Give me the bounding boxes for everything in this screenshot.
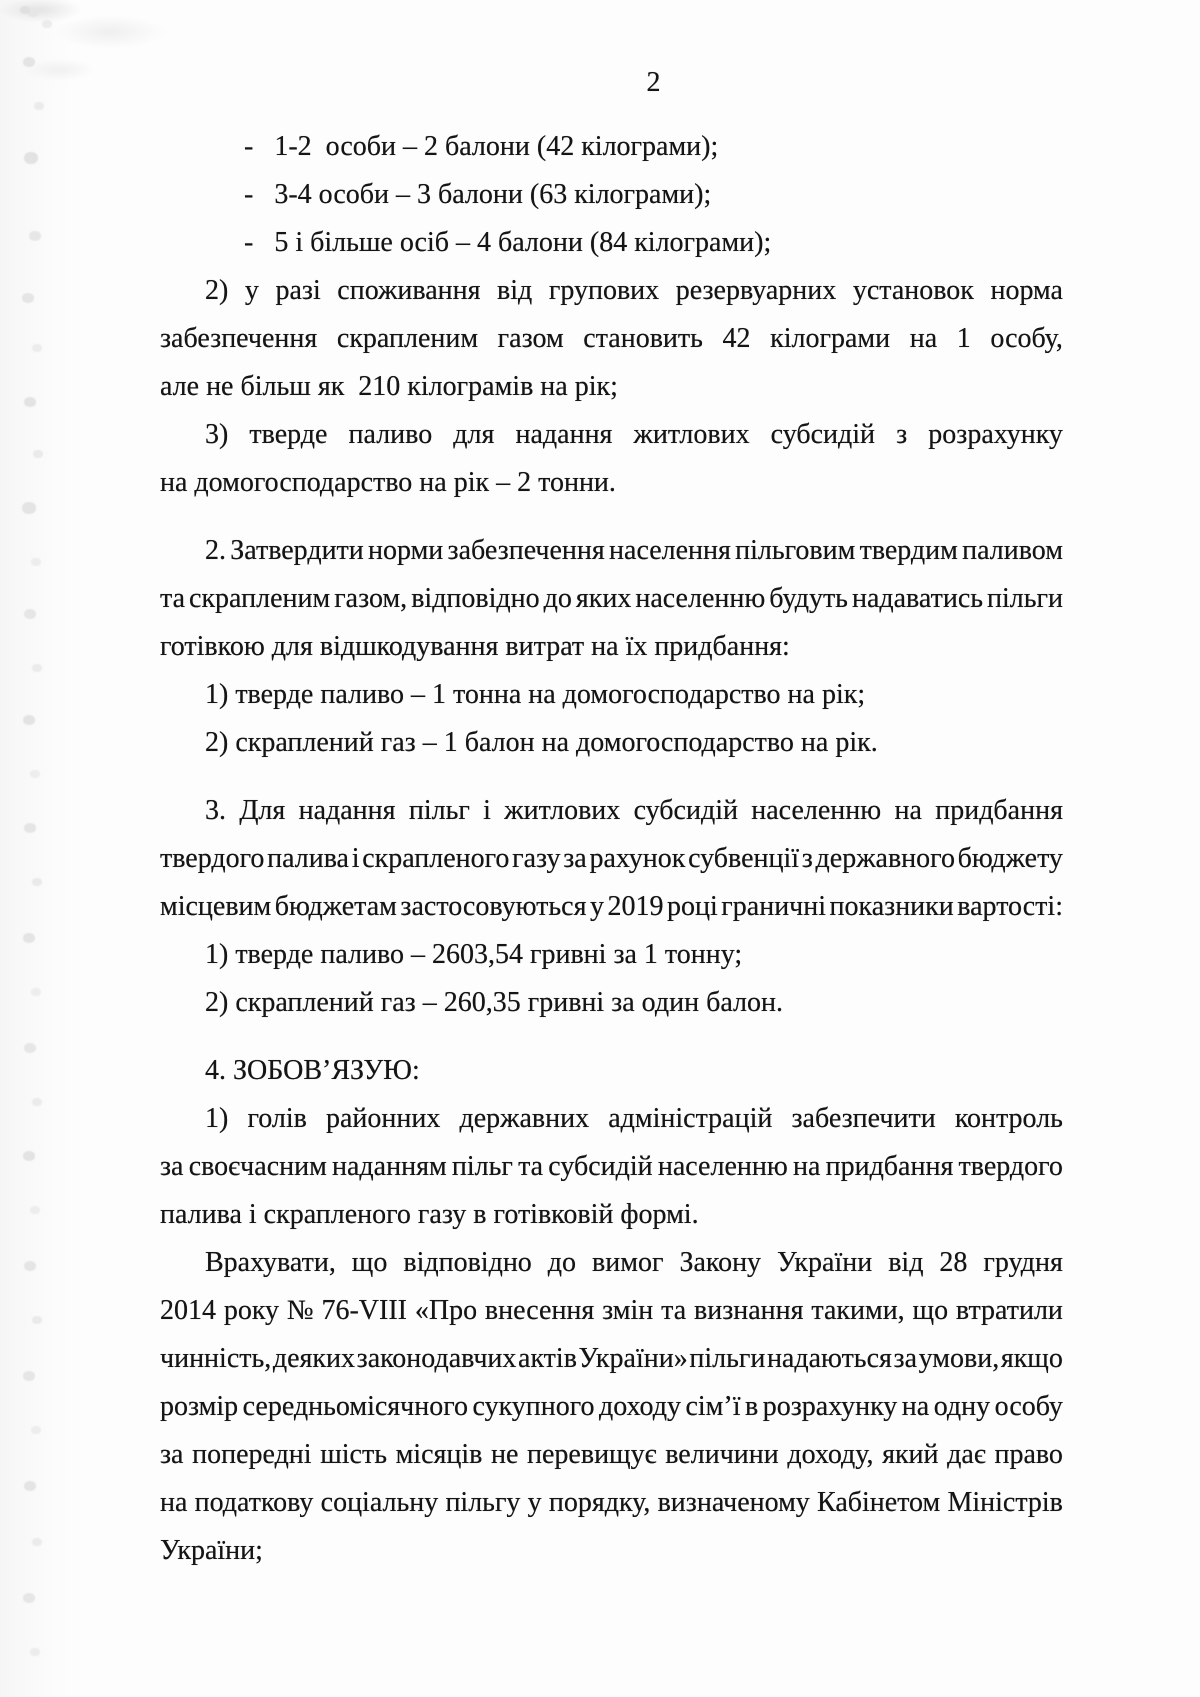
- word: змін: [602, 1295, 654, 1326]
- text-line: [160, 883, 1063, 931]
- word: за: [160, 1151, 184, 1182]
- word: розмір: [160, 1391, 239, 1422]
- word: твердого: [160, 843, 265, 874]
- word: забезпечення: [447, 535, 605, 566]
- word: визнання: [694, 1295, 804, 1326]
- word: у: [527, 1487, 542, 1518]
- word: 2014: [160, 1295, 216, 1326]
- word: попередні: [192, 1439, 312, 1470]
- word: норми: [368, 535, 444, 566]
- word: пільги: [689, 1343, 766, 1374]
- word: відповідно: [403, 1247, 532, 1278]
- text-line: [160, 787, 1063, 835]
- word: дає: [947, 1439, 986, 1470]
- word: житлових: [633, 419, 750, 450]
- text-line: [160, 1143, 1063, 1191]
- word: році: [667, 891, 718, 922]
- word: та: [661, 1295, 687, 1326]
- word: населення: [609, 535, 731, 566]
- word: рахунок: [589, 843, 686, 874]
- page-number-spacer: [160, 107, 1063, 123]
- text-line: [160, 575, 1063, 623]
- text-line: але не більш як 210 кілограмів на рік;: [160, 371, 618, 402]
- text-line: [160, 315, 1063, 363]
- word: скрапленим: [336, 323, 479, 354]
- text-line: [160, 1383, 1063, 1431]
- word: законодавчих: [356, 1343, 517, 1374]
- word: голів: [247, 1103, 307, 1134]
- text-line: палива і скрапленого газу в готівковій формі.: [160, 1199, 699, 1230]
- word: субсидій: [770, 419, 876, 450]
- word: норма: [990, 275, 1063, 306]
- word: застосовуються: [400, 891, 587, 922]
- word: на: [901, 1391, 930, 1422]
- scan-smudge: [0, 0, 180, 120]
- word: за: [893, 1343, 918, 1374]
- word: 76-VIII: [321, 1295, 407, 1326]
- text-line: [160, 267, 1063, 315]
- word: надаватись: [851, 583, 984, 614]
- paragraph-gap: [160, 1027, 1063, 1047]
- word: місяців: [395, 1439, 483, 1470]
- word: такими,: [811, 1295, 905, 1326]
- text-line: 4. ЗОБОВ’ЯЗУЮ:: [205, 1055, 420, 1086]
- word: до: [543, 583, 572, 614]
- text-line: - 3-4 особи – 3 балони (63 кілограми);: [244, 179, 712, 210]
- word: кілограми: [770, 323, 891, 354]
- word: 42: [722, 323, 751, 354]
- document-body: [160, 123, 1063, 1575]
- word: показники: [829, 891, 954, 922]
- word: населенню: [751, 795, 882, 826]
- word: і: [351, 843, 360, 874]
- word: який: [882, 1439, 939, 1470]
- word: Міністрів: [947, 1487, 1063, 1518]
- word: граничні: [721, 891, 827, 922]
- word: в: [744, 1391, 759, 1422]
- word: скрапленого: [362, 843, 510, 874]
- text-line: - 5 і більше осіб – 4 балони (84 кілограми);: [244, 227, 772, 258]
- text-line: [160, 1287, 1063, 1335]
- word: відповідно: [411, 583, 540, 614]
- text-line: 1) тверде паливо – 1 тонна на домогосподарство на рік;: [205, 679, 866, 710]
- word: наданням: [332, 1151, 447, 1182]
- word: житлових: [504, 795, 621, 826]
- word: 2): [205, 275, 229, 306]
- word: пільг: [451, 1151, 513, 1182]
- word: доходу: [599, 1391, 681, 1422]
- word: скрапленим: [189, 583, 331, 614]
- word: у: [244, 275, 259, 306]
- word: особу: [994, 1391, 1063, 1422]
- word: палива: [267, 843, 349, 874]
- word: придбання: [825, 1151, 954, 1182]
- word: грудня: [983, 1247, 1063, 1278]
- word: газом,: [334, 583, 408, 614]
- word: доходу,: [787, 1439, 874, 1470]
- word: яких: [575, 583, 632, 614]
- word: групових: [548, 275, 660, 306]
- word: контроль: [954, 1103, 1063, 1134]
- word: забезпечити: [791, 1103, 936, 1134]
- word: не: [490, 1439, 519, 1470]
- word: актів: [518, 1343, 577, 1374]
- word: Врахувати,: [205, 1247, 336, 1278]
- word: чинність,: [160, 1343, 272, 1374]
- word: бюджету: [957, 843, 1063, 874]
- word: придбання: [935, 795, 1063, 826]
- word: 3): [205, 419, 229, 450]
- text-line: України;: [160, 1535, 263, 1566]
- word: на: [792, 1151, 821, 1182]
- word: місцевим: [160, 891, 272, 922]
- word: Кабінетом: [817, 1487, 941, 1518]
- word: та: [518, 1151, 544, 1182]
- word: України»: [578, 1343, 688, 1374]
- word: 28: [939, 1247, 968, 1278]
- text-line: [160, 411, 1063, 459]
- word: перевищує: [527, 1439, 657, 1470]
- word: своєчасним: [188, 1151, 327, 1182]
- word: №: [286, 1295, 314, 1326]
- word: на: [160, 1487, 188, 1518]
- word: вартості:: [957, 891, 1063, 922]
- document-text-block: [160, 59, 1063, 1575]
- word: розрахунку: [762, 1391, 898, 1422]
- word: до: [547, 1247, 577, 1278]
- word: газу: [512, 843, 561, 874]
- text-line: 1) тверде паливо – 2603,54 гривні за 1 тонну;: [205, 939, 743, 970]
- text-line: - 1-2 особи – 2 балони (42 кілограми);: [244, 131, 719, 162]
- text-line: [160, 1431, 1063, 1479]
- text-line: [160, 1479, 1063, 1527]
- word: визначеному: [657, 1487, 810, 1518]
- word: одну: [933, 1391, 991, 1422]
- word: з: [896, 419, 908, 450]
- word: 1): [205, 1103, 229, 1134]
- word: районних: [325, 1103, 441, 1134]
- word: внесення: [484, 1295, 595, 1326]
- word: величини: [665, 1439, 779, 1470]
- word: податкову: [194, 1487, 314, 1518]
- word: за: [563, 843, 587, 874]
- word: на: [909, 323, 938, 354]
- word: 3.: [205, 795, 226, 826]
- word: разі: [275, 275, 321, 306]
- text-line: готівкою для відшкодування витрат на їх придбання:: [160, 631, 790, 662]
- word: 2019: [607, 891, 664, 922]
- word: порядку,: [548, 1487, 651, 1518]
- word: та: [160, 583, 186, 614]
- word: від: [888, 1247, 924, 1278]
- word: сім’ї: [685, 1391, 741, 1422]
- word: державного: [815, 843, 955, 874]
- word: вимог: [592, 1247, 664, 1278]
- paragraph-gap: [160, 507, 1063, 527]
- word: надаються: [766, 1343, 892, 1374]
- word: твердого: [958, 1151, 1063, 1182]
- word: «Про: [414, 1295, 478, 1326]
- word: 1: [956, 323, 971, 354]
- text-line: [160, 1239, 1063, 1287]
- word: резервуарних: [675, 275, 837, 306]
- word: Для: [239, 795, 286, 826]
- word: пільговим: [735, 535, 856, 566]
- word: державних: [459, 1103, 590, 1134]
- text-line: 2) скраплений газ – 1 балон на домогосподарство на рік.: [205, 727, 878, 758]
- word: України: [777, 1247, 873, 1278]
- word: установок: [852, 275, 974, 306]
- word: газом: [497, 323, 564, 354]
- text-line: [160, 835, 1063, 883]
- word: середньомісячного: [242, 1391, 469, 1422]
- word: становить: [583, 323, 703, 354]
- word: що: [912, 1295, 949, 1326]
- word: якщо: [1000, 1343, 1063, 1374]
- word: пільги: [987, 583, 1063, 614]
- word: населенню: [635, 583, 766, 614]
- word: твердим: [859, 535, 958, 566]
- word: сукупного: [472, 1391, 595, 1422]
- word: для: [453, 419, 495, 450]
- word: субсидій: [548, 1151, 653, 1182]
- word: у: [589, 891, 604, 922]
- word: адміністрацій: [608, 1103, 773, 1134]
- word: 2.: [205, 535, 226, 566]
- word: розрахунку: [928, 419, 1063, 450]
- word: пільгу: [445, 1487, 521, 1518]
- word: право: [994, 1439, 1063, 1470]
- word: надання: [515, 419, 613, 450]
- word: з: [801, 843, 813, 874]
- word: субвенції: [688, 843, 800, 874]
- text-line: [160, 1335, 1063, 1383]
- word: бюджетам: [274, 891, 397, 922]
- paragraph-gap: [160, 767, 1063, 787]
- word: паливом: [962, 535, 1063, 566]
- text-line: на домогосподарство на рік – 2 тонни.: [160, 467, 616, 498]
- word: Закону: [679, 1247, 762, 1278]
- text-line: 2) скраплений газ – 260,35 гривні за один балон.: [205, 987, 783, 1018]
- word: деяких: [272, 1343, 356, 1374]
- word: особу,: [990, 323, 1063, 354]
- word: умови,: [918, 1343, 1000, 1374]
- word: тверде: [249, 419, 328, 450]
- word: за: [160, 1439, 184, 1470]
- word: шість: [320, 1439, 387, 1470]
- word: і: [483, 795, 491, 826]
- word: що: [351, 1247, 388, 1278]
- word: року: [223, 1295, 280, 1326]
- text-line: [160, 1095, 1063, 1143]
- word: населенню: [657, 1151, 788, 1182]
- word: паливо: [348, 419, 433, 450]
- word: надання: [298, 795, 396, 826]
- word: забезпечення: [160, 323, 318, 354]
- word: на: [894, 795, 922, 826]
- word: втратили: [955, 1295, 1063, 1326]
- word: споживання: [337, 275, 481, 306]
- text-line: [160, 527, 1063, 575]
- word: соціальну: [320, 1487, 439, 1518]
- word: субсидій: [633, 795, 738, 826]
- word: Затвердити: [230, 535, 364, 566]
- word: будуть: [769, 583, 848, 614]
- word: пільг: [408, 795, 470, 826]
- word: від: [497, 275, 533, 306]
- page-number: 2: [646, 67, 661, 98]
- scan-artifacts: [20, 6, 30, 14]
